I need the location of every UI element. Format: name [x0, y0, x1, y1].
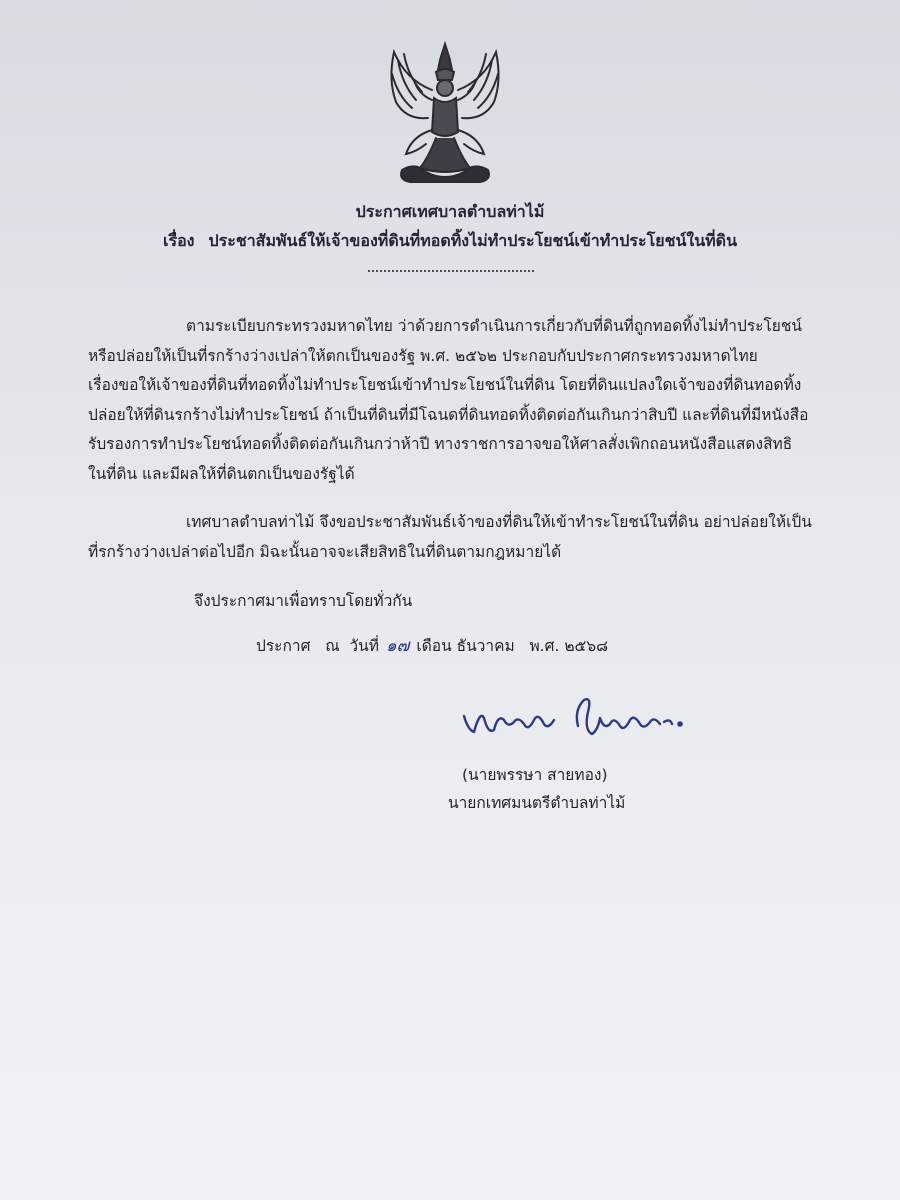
paragraph-line: เรื่องขอให้เจ้าของที่ดินที่ทอดทิ้งไม่ทำประโยชน์เข้าทำประโยชน์ในที่ดิน โดยที่ดินแปลงใดเจ้าของที่ดินทอดทิ้ง	[88, 376, 802, 395]
dotted-divider	[368, 270, 534, 272]
subject-line	[0, 229, 900, 254]
paragraph-line: ในที่ดิน และมีผลให้ที่ดินตกเป็นของรัฐได้	[88, 464, 355, 483]
subject-text: ประชาสัมพันธ์ให้เจ้าของที่ดินที่ทอดทิ้งไม่ทำประโยชน์เข้าทำประโยชน์ในที่ดิน	[208, 231, 737, 250]
date-month: ธันวาคม	[456, 637, 515, 655]
date-prefix: ประกาศ ณ วันที่	[256, 637, 379, 655]
paragraph-line: ปล่อยให้ที่ดินรกร้างไม่ทำประโยชน์ ถ้าเป็นที่ดินที่มีโฉนดที่ดินทอดทิ้งติดต่อกันเกินกว่าสิบปี และที่ดินที่มีหนังสือ	[88, 405, 809, 424]
signatory-position: นายกเทศมนตรีตำบลท่าไม้	[448, 794, 626, 812]
announcement-date	[256, 632, 608, 659]
date-year-label: พ.ศ.	[529, 637, 560, 655]
body-paragraph-2	[88, 508, 838, 567]
date-day-handwritten: ๑๗	[385, 636, 410, 656]
paragraph-line: ตามระเบียบกระทรวงมหาดไทย ว่าด้วยการดำเนินการเกี่ยวกับที่ดินที่ถูกทอดทิ้งไม่ทำประโยชน์	[186, 317, 802, 335]
announcement-title: ประกาศเทศบาลตำบลท่าไม้	[355, 202, 545, 221]
signatory-name: (นายพรรษา สายทอง)	[462, 766, 608, 784]
garuda-emblem-icon	[376, 40, 514, 188]
paragraph-line: เทศบาลตำบลท่าไม้ จึงขอประชาสัมพันธ์เจ้าของที่ดินให้เข้าทำระโยชน์ในที่ดิน อย่าปล่อยให้เป็น	[186, 513, 812, 531]
body-paragraph-1	[88, 312, 838, 490]
closing-statement: จึงประกาศมาเพื่อทราบโดยทั่วกัน	[194, 592, 413, 610]
paragraph-line: หรือปล่อยให้เป็นที่รกร้างว่างเปล่าให้ตกเป็นของรัฐ พ.ศ. ๒๕๖๒ ประกอบกับประกาศกระทรวงมหาดไทย	[88, 346, 758, 365]
paragraph-line: ที่รกร้างว่างเปล่าต่อไปอีก มิฉะนั้นอาจจะเสียสิทธิในที่ดินตามกฎหมายได้	[88, 542, 562, 561]
subject-label: เรื่อง	[163, 231, 195, 250]
date-month-label: เดือน	[416, 637, 452, 655]
date-year: ๒๕๖๘	[564, 637, 609, 655]
handwritten-signature	[458, 690, 698, 750]
paragraph-line: รับรองการทำประโยชน์ทอดทิ้งติดต่อกันเกินกว่าห้าปี ทางราชการอาจขอให้ศาลสั่งเพิกถอนหนังสือแสดงสิทธิ	[88, 435, 793, 454]
